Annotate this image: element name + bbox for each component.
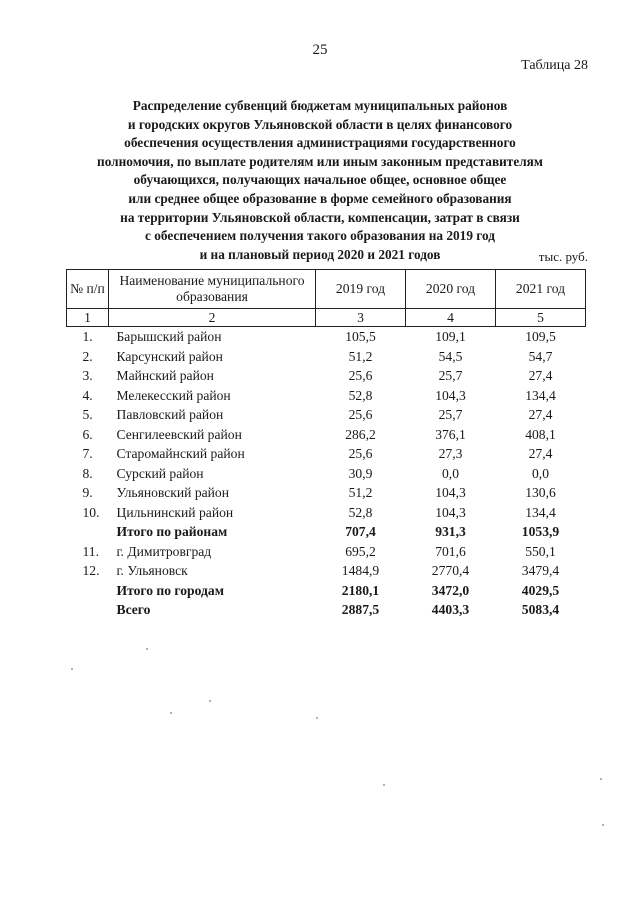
- scan-speck: [383, 784, 385, 786]
- municipality-name: Сурский район: [116, 465, 204, 481]
- title-line: Распределение субвенций бюджетам муниципальных районов: [132, 98, 508, 113]
- title-line: полномочия, по выплате родителям или иным законным представителям: [97, 153, 543, 169]
- table-header-row: [67, 270, 586, 309]
- municipality-name: Итого по городам: [116, 582, 224, 598]
- units-label: тыс. руб.: [538, 249, 588, 264]
- table-row: [67, 483, 586, 503]
- municipality-name: Старомайнский район: [116, 446, 245, 461]
- value-2020: 104,3: [435, 485, 466, 500]
- value-2021: 5083,4: [521, 602, 560, 617]
- row-number: 11.: [82, 543, 99, 559]
- value-2020: 25,7: [438, 368, 463, 383]
- scan-speck: [602, 824, 604, 826]
- table-row: [67, 386, 586, 406]
- value-2021: 4029,5: [521, 582, 560, 598]
- row-number: 3.: [82, 368, 93, 383]
- value-2020: 701,6: [435, 543, 466, 559]
- value-2019: 2887,5: [341, 602, 380, 617]
- scan-speck: [170, 712, 172, 714]
- table-row: [67, 542, 586, 562]
- total-row: [67, 581, 586, 601]
- scan-speck: [146, 648, 148, 650]
- table-row: [67, 444, 586, 464]
- header-2019: 2019 год: [316, 270, 406, 309]
- title-line: и городских округов Ульяновской области в целях финансового: [127, 116, 513, 132]
- municipality-name: Барышский район: [116, 329, 222, 344]
- row-number: [67, 522, 109, 542]
- column-index: 3: [316, 309, 406, 327]
- value-2021: 0,0: [532, 465, 549, 481]
- row-number: 2.: [82, 348, 93, 364]
- municipality-name: Ульяновский район: [116, 485, 229, 500]
- column-index: 4: [406, 309, 496, 327]
- municipality-name: Цильнинский район: [116, 504, 234, 520]
- scan-speck: [600, 778, 602, 780]
- value-2020: 54,5: [438, 348, 463, 364]
- municipality-name: Карсунский район: [116, 348, 223, 364]
- scan-speck: [316, 717, 318, 719]
- table-row: [67, 405, 586, 425]
- value-2019: 1484,9: [341, 563, 380, 578]
- value-2020: 931,3: [435, 524, 466, 539]
- value-2019: 286,2: [345, 426, 376, 442]
- value-2019: 25,6: [348, 368, 373, 383]
- table-body: [67, 327, 586, 620]
- total-row: [67, 600, 586, 620]
- value-2021: 3479,4: [521, 563, 560, 578]
- row-number: [67, 600, 109, 620]
- column-index: 1: [67, 309, 109, 327]
- value-2021: 1053,9: [521, 524, 560, 539]
- row-number: [67, 581, 109, 601]
- value-2021: 550,1: [525, 543, 556, 559]
- municipality-name: г. Димитровград: [116, 543, 212, 559]
- row-number: 7.: [82, 446, 93, 461]
- table-row: [67, 561, 586, 581]
- value-2021: 54,7: [528, 348, 553, 364]
- value-2019: 2180,1: [341, 582, 380, 598]
- municipality-name: Майнский район: [116, 368, 214, 383]
- value-2020: 4403,3: [431, 602, 470, 617]
- value-2021: 130,6: [525, 485, 556, 500]
- title-line: на территории Ульяновской области, компенсации, затрат в связи: [120, 209, 520, 225]
- value-2019: 707,4: [345, 524, 376, 539]
- value-2020: 109,1: [435, 329, 466, 344]
- municipality-name: Мелекесский район: [116, 387, 231, 403]
- row-number: 4.: [82, 387, 93, 403]
- document-title: [60, 97, 580, 264]
- row-number: 1.: [82, 329, 93, 344]
- value-2021: 408,1: [525, 426, 556, 442]
- table-row: [67, 366, 586, 386]
- column-index: 2: [109, 309, 316, 327]
- row-number: 8.: [82, 465, 93, 481]
- municipality-name: г. Ульяновск: [116, 563, 188, 578]
- scan-speck: [209, 700, 211, 702]
- header-name: Наименование муниципального образования: [109, 270, 316, 309]
- column-index: 5: [496, 309, 586, 327]
- table-row: [67, 425, 586, 445]
- value-2020: 2770,4: [431, 563, 470, 578]
- header-2021: 2021 год: [496, 270, 586, 309]
- value-2020: 0,0: [442, 465, 459, 481]
- value-2021: 27,4: [528, 407, 553, 422]
- title-line: обучающихся, получающих начальное общее, основное общее: [133, 172, 507, 188]
- value-2020: 104,3: [435, 387, 466, 403]
- value-2020: 104,3: [435, 504, 466, 520]
- value-2020: 25,7: [438, 407, 463, 422]
- table-label: Таблица 28: [521, 58, 588, 73]
- value-2019: 25,6: [348, 407, 373, 422]
- subvention-table: [66, 269, 586, 620]
- title-line: обеспечения осуществления администрациями государственного: [124, 135, 516, 151]
- value-2019: 695,2: [345, 543, 376, 559]
- municipality-name: Сенгилеевский район: [116, 426, 242, 442]
- value-2019: 52,8: [348, 504, 373, 520]
- municipality-name: Всего: [116, 602, 151, 617]
- value-2020: 376,1: [435, 426, 466, 442]
- row-number: 12.: [82, 563, 100, 578]
- table-row: [67, 347, 586, 367]
- value-2021: 134,4: [525, 504, 556, 520]
- total-row: [67, 522, 586, 542]
- row-number: 10.: [82, 504, 100, 520]
- value-2019: 30,9: [348, 465, 373, 481]
- value-2021: 27,4: [528, 446, 553, 461]
- value-2019: 51,2: [348, 348, 373, 364]
- title-line: и на плановый период 2020 и 2021 годов: [199, 246, 441, 262]
- value-2019: 25,6: [348, 446, 373, 461]
- title-line: или среднее общее образование в форме семейного образования: [128, 190, 512, 206]
- header-num: № п/п: [67, 270, 109, 309]
- column-index-row: [67, 309, 586, 327]
- value-2019: 52,8: [348, 387, 373, 403]
- title-line: с обеспечением получения такого образования на 2019 год: [144, 228, 496, 244]
- row-number: 6.: [82, 426, 93, 442]
- municipality-name: Павловский район: [116, 407, 224, 422]
- header-2020: 2020 год: [406, 270, 496, 309]
- value-2021: 134,4: [525, 387, 556, 403]
- value-2021: 27,4: [528, 368, 553, 383]
- value-2020: 27,3: [438, 446, 463, 461]
- page-number: 25: [312, 42, 328, 58]
- table-row: [67, 503, 586, 523]
- row-number: 5.: [82, 407, 93, 422]
- table-row: [67, 327, 586, 347]
- value-2021: 109,5: [525, 329, 556, 344]
- value-2019: 51,2: [348, 485, 373, 500]
- value-2020: 3472,0: [431, 582, 470, 598]
- scan-speck: [71, 668, 73, 670]
- table-row: [67, 464, 586, 484]
- municipality-name: Итого по районам: [116, 524, 228, 539]
- row-number: 9.: [82, 485, 93, 500]
- value-2019: 105,5: [345, 329, 376, 344]
